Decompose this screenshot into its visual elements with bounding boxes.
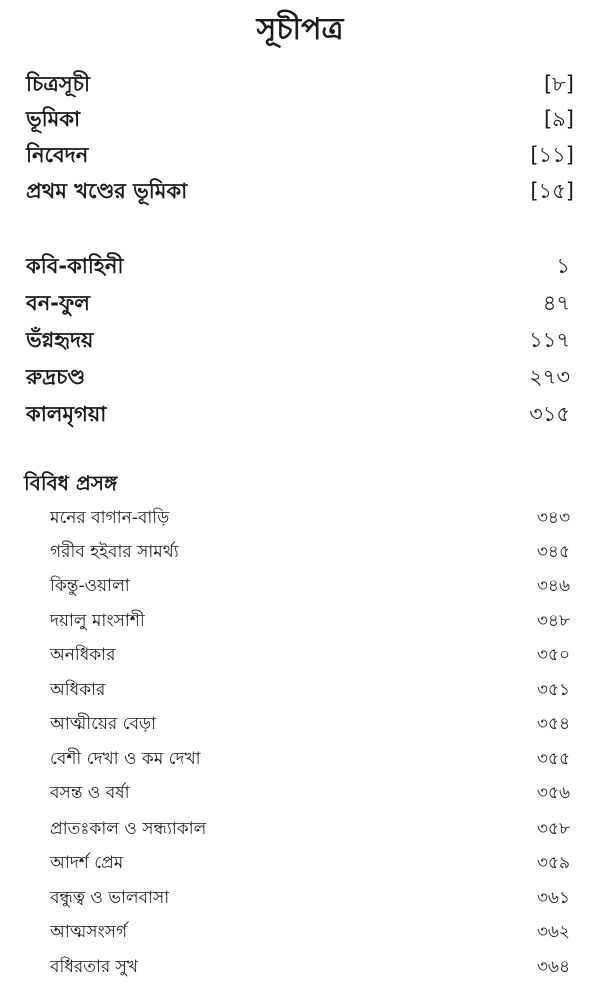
toc-entry-label: ভূমিকা [26, 107, 81, 131]
toc-entry-label: ভঁগ্নহৃদয় [26, 328, 94, 352]
toc-entry-page: ৩৪৬ [536, 576, 570, 596]
toc-entry-sub[interactable] [0, 501, 600, 535]
toc-entry-label: কালমৃগয়া [26, 402, 107, 426]
section-heading: বিবিধ প্রসঙ্গ [24, 471, 118, 495]
toc-entry-label: আত্মসংসর্গ [50, 922, 128, 942]
toc-entry-sub[interactable] [0, 673, 600, 707]
toc-entry-front[interactable] [0, 174, 600, 208]
toc-entry-label: নিবেদন [26, 143, 89, 167]
toc-entry-page: ৩১৫ [529, 402, 570, 426]
toc-entry-page: ৩৫৫ [536, 749, 570, 769]
toc-entry-label: আত্মীয়ের বেড়া [50, 714, 157, 734]
toc-entry-label: বন্ধুত্ব ও ভালবাসা [50, 888, 170, 908]
toc-entry-sub[interactable] [0, 950, 600, 984]
toc-entry-page: ৩৫৯ [536, 853, 570, 873]
toc-entry-page: [১৫] [530, 179, 574, 203]
toc-entry-label: অনধিকার [50, 645, 116, 665]
toc-entry-page: [১১] [530, 143, 574, 167]
toc-entry-page: ৩৫০ [536, 645, 570, 665]
toc-entry-work[interactable] [0, 360, 600, 394]
toc-entry-sub[interactable] [0, 638, 600, 672]
toc-entry-page: ৪৭ [542, 291, 570, 315]
toc-entry-sub[interactable] [0, 742, 600, 776]
toc-entry-sub[interactable] [0, 776, 600, 810]
toc-entry-work[interactable] [0, 286, 600, 320]
toc-entry-page: ৩৫৮ [536, 819, 570, 839]
toc-entry-label: বসন্ত ও বর্ষা [50, 783, 130, 803]
toc-entry-sub[interactable] [0, 846, 600, 880]
toc-entry-page: ৩৬২ [536, 922, 570, 942]
toc-entry-label: কিন্তু-ওয়ালা [50, 576, 130, 596]
toc-entry-front[interactable] [0, 138, 600, 172]
toc-entry-page: ৩৪৫ [536, 542, 570, 562]
toc-entry-page: ৩৪৮ [536, 611, 570, 631]
toc-entry-page: ১১৭ [529, 328, 570, 352]
toc-entry-label: বেশী দেখা ও কম দেখা [50, 749, 201, 769]
toc-entry-page: ৩৬১ [536, 888, 570, 908]
toc-entry-page: ৩৬৪ [536, 957, 570, 977]
toc-entry-label: গরীব হইবার সামর্থ্য [50, 542, 179, 562]
toc-entry-page: ১ [556, 254, 570, 278]
toc-entry-page: ৩৪৩ [536, 508, 570, 528]
toc-entry-sub[interactable] [0, 569, 600, 603]
toc-entry-front[interactable] [0, 67, 600, 101]
toc-entry-label: চিত্রসূচী [26, 72, 90, 96]
toc-entry-label: কবি-কাহিনী [26, 254, 124, 278]
toc-entry-work[interactable] [0, 323, 600, 357]
toc-entry-label: প্রাতঃকাল ও সন্ধ্যাকাল [50, 819, 207, 839]
toc-entry-page: ৩৫৬ [536, 783, 570, 803]
toc-entry-sub[interactable] [0, 535, 600, 569]
toc-entry-label: মনের বাগান-বাড়ি [50, 508, 170, 528]
toc-entry-label: রুদ্রচণ্ড [26, 365, 86, 389]
toc-entry-page: ৩৫১ [536, 680, 570, 700]
toc-entry-sub[interactable] [0, 915, 600, 949]
toc-entry-sub[interactable] [0, 604, 600, 638]
toc-entry-page: [৮] [543, 72, 574, 96]
toc-entry-page: [৯] [543, 107, 574, 131]
toc-entry-label: প্রথম খণ্ডের ভূমিকা [26, 179, 188, 203]
toc-entry-label: দয়ালু মাংসাশী [50, 611, 145, 631]
toc-entry-front[interactable] [0, 102, 600, 136]
toc-entry-page: ২৭৩ [529, 365, 570, 389]
toc-entry-label: বধিরতার সুখ [50, 957, 139, 977]
toc-entry-label: বন-ফুল [26, 291, 90, 315]
page-title: সূচীপত্র [256, 12, 344, 47]
toc-entry-sub[interactable] [0, 707, 600, 741]
toc-entry-work[interactable] [0, 249, 600, 283]
toc-entry-sub[interactable] [0, 881, 600, 915]
toc-entry-work[interactable] [0, 397, 600, 431]
toc-entry-page: ৩৫৪ [536, 714, 570, 734]
toc-entry-sub[interactable] [0, 812, 600, 846]
toc-entry-label: অধিকার [50, 680, 106, 700]
toc-entry-label: আদর্শ প্রেম [50, 853, 124, 873]
